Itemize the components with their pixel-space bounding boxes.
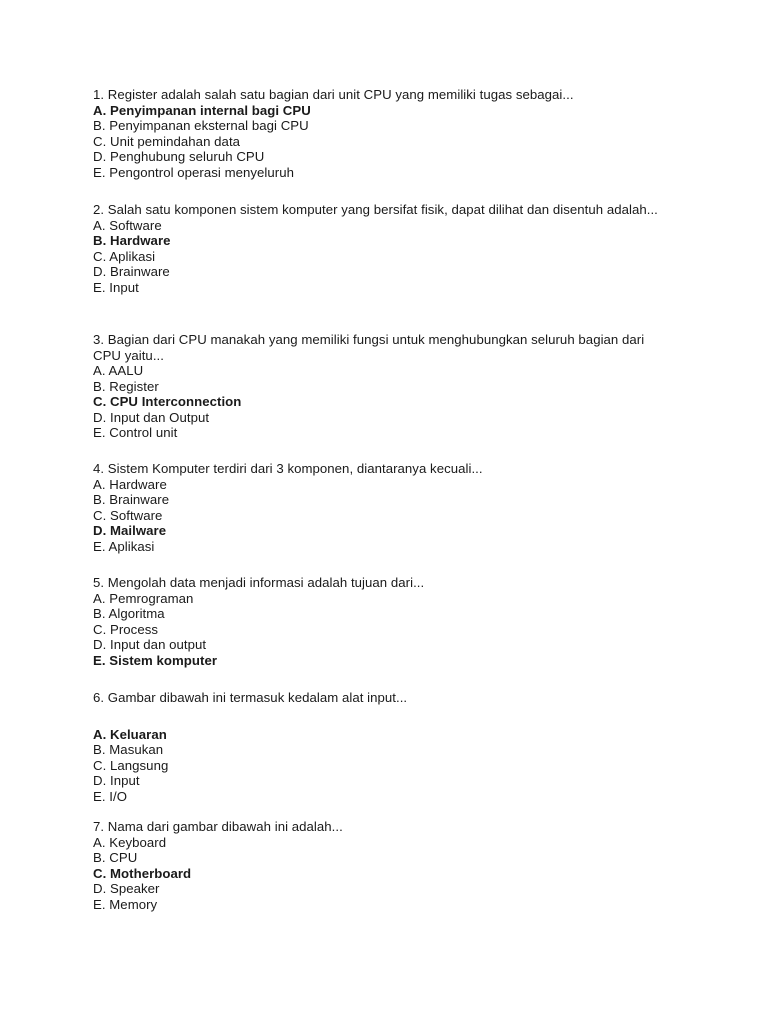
option-a: A. Keluaran bbox=[93, 726, 167, 742]
question-stem: 5. Mengolah data menjadi informasi adalah tujuan dari... bbox=[93, 575, 425, 590]
question-5 bbox=[93, 575, 673, 668]
option-c: C. Motherboard bbox=[93, 865, 192, 881]
option-b: B. Hardware bbox=[93, 233, 171, 248]
option-e: E. Control unit bbox=[93, 425, 178, 440]
answer-options bbox=[93, 477, 673, 555]
question-2 bbox=[93, 202, 673, 295]
answer-options bbox=[93, 835, 673, 913]
question-stem: 4. Sistem Komputer terdiri dari 3 komponen, diantaranya kecuali... bbox=[93, 461, 483, 476]
question-7 bbox=[93, 819, 673, 912]
option-a: A. AALU bbox=[93, 363, 144, 378]
question-1 bbox=[93, 87, 673, 180]
question-3 bbox=[93, 332, 673, 441]
option-e: E. Aplikasi bbox=[93, 538, 155, 554]
question-stem: 3. Bagian dari CPU manakah yang memiliki fungsi untuk menghubungkan seluruh bagian dari CPU yaitu... bbox=[93, 332, 645, 363]
answer-options bbox=[93, 591, 673, 669]
option-a: A. Penyimpanan internal bagi CPU bbox=[93, 102, 311, 118]
question-4 bbox=[93, 461, 673, 554]
option-b: B. CPU bbox=[93, 850, 138, 865]
option-a: A. Hardware bbox=[93, 476, 167, 492]
option-b: B. Register bbox=[93, 378, 159, 394]
option-e: E. Pengontrol operasi menyeluruh bbox=[93, 164, 294, 180]
option-a: A. Software bbox=[93, 217, 162, 233]
option-e: E. Memory bbox=[93, 896, 158, 912]
option-b: B. Penyimpanan eksternal bagi CPU bbox=[93, 118, 309, 133]
option-c: C. Aplikasi bbox=[93, 248, 156, 264]
option-d: D. Brainware bbox=[93, 264, 170, 279]
answer-options bbox=[93, 727, 673, 805]
question-stem: 6. Gambar dibawah ini termasuk kedalam alat input... bbox=[93, 690, 408, 705]
option-c: C. Langsung bbox=[93, 757, 169, 773]
option-c: C. Unit pemindahan data bbox=[93, 133, 241, 149]
answer-options bbox=[93, 103, 673, 181]
option-a: A. Keyboard bbox=[93, 834, 167, 850]
option-d: D. Input bbox=[93, 773, 140, 788]
option-e: E. I/O bbox=[93, 788, 128, 804]
option-e: E. Sistem komputer bbox=[93, 652, 218, 668]
option-d: D. Input dan Output bbox=[93, 409, 210, 425]
option-c: C. Software bbox=[93, 507, 163, 523]
question-stem: 1. Register adalah salah satu bagian dari unit CPU yang memiliki tugas sebagai... bbox=[93, 87, 574, 102]
option-d: D. Speaker bbox=[93, 881, 160, 896]
option-d: D. Mailware bbox=[93, 523, 167, 538]
option-b: B. Algoritma bbox=[93, 606, 165, 621]
option-c: C. Process bbox=[93, 621, 158, 637]
question-stem: 7. Nama dari gambar dibawah ini adalah... bbox=[93, 819, 343, 834]
option-d: D. Input dan output bbox=[93, 637, 207, 652]
question-6 bbox=[93, 690, 673, 804]
answer-options bbox=[93, 363, 673, 441]
answer-options bbox=[93, 218, 673, 296]
option-e: E. Input bbox=[93, 279, 139, 295]
option-a: A. Pemrograman bbox=[93, 590, 194, 606]
option-b: B. Masukan bbox=[93, 742, 164, 757]
option-b: B. Brainware bbox=[93, 492, 170, 507]
option-c: C. CPU Interconnection bbox=[93, 394, 242, 409]
question-stem: 2. Salah satu komponen sistem komputer yang bersifat fisik, dapat dilihat dan disentuh adalah... bbox=[93, 202, 658, 217]
image-placeholder-gap bbox=[93, 706, 673, 727]
option-d: D. Penghubung seluruh CPU bbox=[93, 149, 265, 164]
